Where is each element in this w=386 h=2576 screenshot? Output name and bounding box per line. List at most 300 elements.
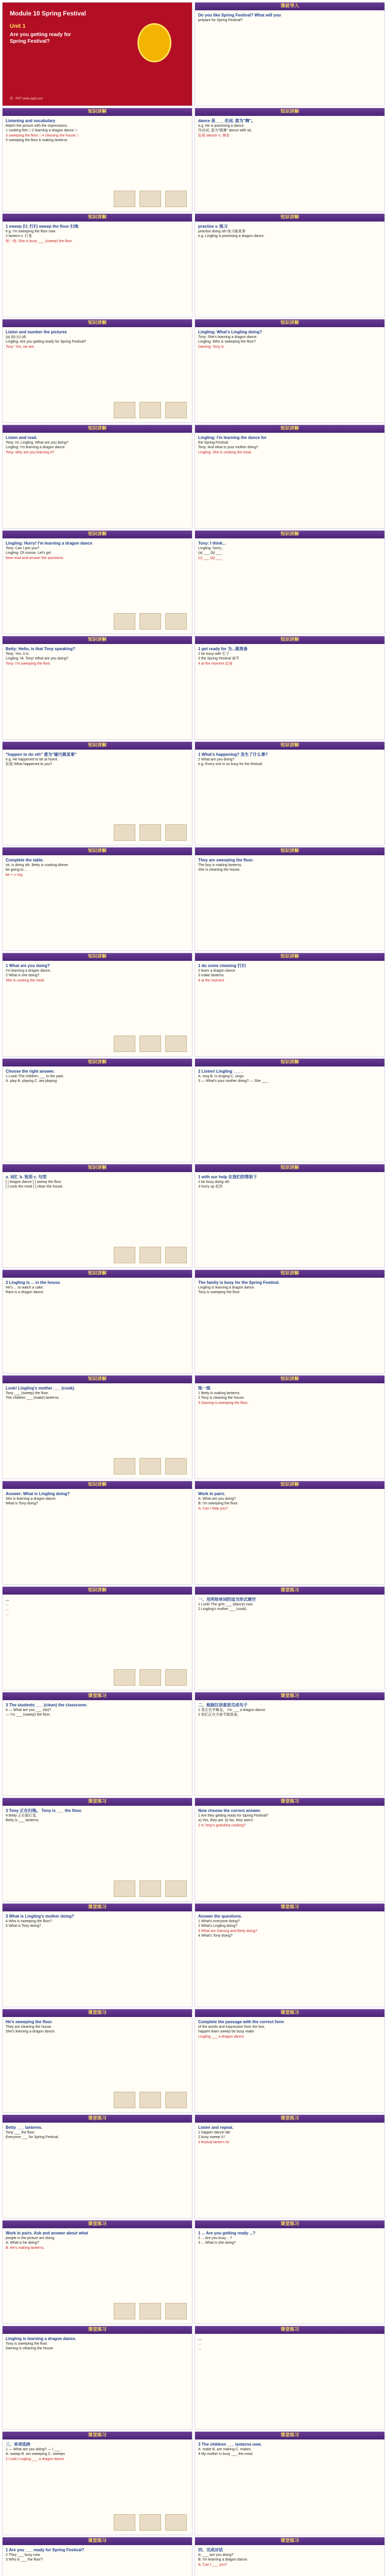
slide-header [195, 1481, 384, 1489]
slide-text-line: Lingling ___ a dragon dance. [198, 2035, 245, 2039]
slide-body [6, 224, 189, 314]
picture-placeholder [165, 2092, 187, 2108]
slide-text-line: e.g. I'm sweeping the floor now. [6, 229, 56, 233]
picture-placeholder [165, 1036, 187, 1052]
slide-header [195, 214, 384, 222]
slide-text-line: 2 learn a dragon dance [198, 969, 235, 973]
slide-text-line: 3 Tony 正在扫地。 Tony is ___ the floor. [6, 1808, 82, 1813]
slide-text-line: 1 with our help 在我们的帮助下 [198, 1175, 257, 1179]
slide-title: 知识讲解 [280, 1271, 299, 1276]
slide-header [195, 2009, 384, 2017]
picture-placeholder [139, 824, 161, 841]
slide-text-line: Lingling is learning a dragon dance. [198, 1285, 255, 1290]
slide-body [6, 1280, 189, 1370]
slide-text-line: 1 Betty is making lanterns. [198, 1391, 241, 1395]
slide-text-line: A. sing B. is singing C. sings [198, 1074, 244, 1078]
slide-thumbnail[interactable] [2, 1903, 192, 2007]
slide-text-line: ... [6, 1607, 9, 1611]
slide-text-line: Everyone ___ for Spring Festival. [6, 2136, 59, 2139]
slide-text-line: 1 What are you doing? [6, 963, 50, 968]
slide-text-line: B: He's making lanterns. [6, 2246, 45, 2250]
slide-text-line: The children ___ (make) lanterns. [6, 1396, 60, 1400]
slide-text-line: Complete the passage with the correct form [198, 2020, 284, 2024]
slide-text-line: Tony: I think... [198, 541, 226, 546]
picture-strip [114, 2303, 189, 2319]
slide-text-line: e.g. Lingling is practising a dragon dance. [198, 234, 265, 238]
slide-text-line: A: Can I help you? [198, 1506, 228, 1511]
slide-header [3, 1904, 192, 1911]
slide-text-line: ... [198, 2342, 201, 2346]
slide-text-line: Tony ___ (sweep) the floor. [6, 1391, 49, 1395]
lantern-icon [137, 23, 171, 62]
slide-body [6, 1069, 189, 1159]
slide-thumbnail[interactable] [2, 2326, 192, 2430]
slide-body [6, 2125, 189, 2215]
slide-title: 知识讲解 [280, 426, 299, 431]
slide-text-line: 四、完成对话 [198, 2548, 223, 2552]
slide-text-line: Daming is cleaning the house. [6, 2347, 54, 2350]
slide-title: 课堂练习 [280, 2010, 299, 2015]
slide-thumbnail[interactable] [195, 213, 385, 317]
slide-thumbnail[interactable] [2, 425, 192, 529]
slide-thumbnail[interactable] [2, 530, 192, 634]
slide-text-line: [ ] dragon dance [ ] sweep the floor [6, 1180, 61, 1184]
slide-header [195, 1692, 384, 1700]
slide-thumbnail[interactable] [2, 2009, 192, 2113]
slide-body [198, 2020, 381, 2109]
picture-strip [114, 402, 189, 418]
slide-title: 知识讲解 [87, 215, 107, 220]
cover-module-title: Module 10 Spring Festival [10, 10, 86, 17]
slide-thumbnail[interactable] [2, 2114, 192, 2218]
slide-thumbnail[interactable] [2, 2537, 192, 2576]
slide-text-line: people in the picture are doing. [6, 2236, 56, 2240]
slide-text-line: 练一练: She is busy ___ (sweep) the floor. [6, 239, 73, 243]
slide-text-line: Tony: She's learning a dragon dance. [198, 335, 258, 339]
slide-title: 课前导入 [280, 4, 299, 9]
slide-header [3, 2537, 192, 2545]
slide-body [198, 1280, 381, 1370]
slide-text-line: 作动词, 意为"跳舞" dance with sb. [198, 129, 252, 132]
slide-text-line: Answer: What is Lingling doing? [6, 1492, 70, 1496]
slide-body [198, 435, 381, 525]
slide-title: 知识讲解 [87, 954, 107, 959]
slide-text-line: Tony: Why are you learning it? [6, 450, 55, 454]
slide-header [195, 319, 384, 327]
slide-thumbnail[interactable] [195, 1903, 385, 2007]
slide-body [198, 13, 381, 103]
slide-text-line: 1 do some cleaning 打扫 [198, 963, 246, 968]
slide-thumbnail[interactable] [195, 1481, 385, 1585]
slide-thumbnail[interactable] [195, 2537, 385, 2576]
slide-title: 知识讲解 [280, 637, 299, 642]
slide-title: 知识讲解 [87, 109, 107, 114]
slide-title: 课堂练习 [87, 2010, 107, 2015]
slide-text-line: practise v. 练习 [198, 224, 228, 229]
slide-header [195, 636, 384, 644]
slide-thumbnail[interactable] [2, 1164, 192, 1268]
slide-text-line: Complete the table. [6, 858, 44, 862]
slide-text-line: 1 What's happening? 发生了什么事? [198, 752, 268, 757]
slide-title: 课堂练习 [87, 2327, 107, 2332]
slide-body [198, 2442, 381, 2532]
slide-thumbnail[interactable] [2, 1692, 192, 1796]
slide-thumbnail[interactable] [2, 1269, 192, 1374]
slide-thumbnail[interactable] [195, 1164, 385, 1268]
slide-text-line: 3 the Spring Festival 春节 [198, 657, 239, 660]
slide-body [198, 118, 381, 208]
slide-body [198, 858, 381, 947]
slide-body [198, 2231, 381, 2320]
slide-title: 课堂练习 [280, 2116, 299, 2121]
slide-text-line: 二、根据汉语意思完成句子 [198, 1703, 248, 1707]
slide-text-line: 3 make lanterns [198, 974, 224, 977]
slide-thumbnail[interactable] [2, 1798, 192, 1902]
slide-text-line: A. make B. are making C. makes [198, 2447, 251, 2451]
slide-header [3, 2009, 192, 2017]
slide-title: 知识讲解 [280, 1060, 299, 1065]
slide-text-line: Lingling is learning a dragon dance. [6, 2336, 76, 2341]
slide-text-line: e.g. He is practising a dance. [198, 124, 245, 128]
picture-placeholder [114, 1880, 135, 1897]
slide-header [3, 108, 192, 116]
slide-body [198, 1492, 381, 1581]
slide-title: 知识讲解 [87, 743, 107, 748]
slide-body [6, 1914, 189, 2004]
slide-text-line: Daming: Tony is. [198, 345, 225, 349]
slide-text-line: What is Tony doing? [6, 1502, 38, 1505]
slide-body [198, 1175, 381, 1264]
slide-text-line: Do you like Spring Festival? What will you [198, 13, 281, 18]
slide-text-line: 2 Lingling is ... in the house. [6, 1280, 61, 1285]
slide-body [198, 541, 381, 631]
slide-text-line: Tony: I'm sweeping the floor. [6, 662, 51, 666]
slide-body [6, 2548, 189, 2576]
slide-header [195, 1164, 384, 1172]
slide-text-line: 3 What is Lingling's mother doing? [6, 1914, 75, 1919]
slide-text-line: She's learning a dragon dance. [6, 2030, 56, 2033]
slide-thumbnail[interactable] [195, 2431, 385, 2535]
slide-text-line: 3 ... What is she doing? [198, 2241, 236, 2245]
slide-text-line: Listen and read. [6, 435, 38, 440]
slide-text-line: She is learning a dragon dance. [6, 1497, 57, 1501]
slide-title: 课堂练习 [87, 2222, 107, 2227]
slide-body [198, 224, 381, 314]
slide-thumbnail[interactable] [195, 1269, 385, 1374]
slide-text-line: 4 Betty 正在做灯笼。 [6, 1814, 40, 1818]
picture-strip [114, 613, 189, 630]
picture-placeholder [165, 402, 187, 418]
slide-header [3, 1692, 192, 1700]
slide-thumbnail[interactable] [2, 847, 192, 951]
slide-text-line: ... [198, 2336, 202, 2341]
slide-text-line: Tony: Hi, Lingling. What are you doing? [6, 440, 68, 445]
slide-header [195, 2221, 384, 2228]
slide-thumbnail[interactable] [195, 2220, 385, 2324]
slide-text-line: 5 sweeping the floor 6 making lanterns [6, 139, 67, 142]
slide-header [3, 636, 192, 644]
slide-text-line: The boy is making lanterns. [198, 863, 242, 867]
slide-text-line: 2 Tony is cleaning the house. [198, 1396, 245, 1400]
slide-text-line: Betty: Hello, is that Tony speaking? [6, 647, 75, 651]
slide-body [198, 2548, 381, 2576]
picture-placeholder [139, 613, 161, 630]
picture-strip [114, 1247, 189, 1263]
slide-text-line: ... [6, 1602, 9, 1606]
slide-text-line: 1 sweep 扫; 打扫 sweep the floor 扫地 [6, 224, 79, 229]
slide-text-line: 1 What's everyone doing? [198, 1919, 240, 1923]
slide-title: 课堂练习 [87, 1905, 107, 1910]
slide-title: 知识讲解 [87, 1271, 107, 1276]
slide-header [195, 3, 384, 10]
slide-text-line: 1 我正在学舞龙。 I'm ___ a dragon dance. [198, 1708, 267, 1712]
slide-header [195, 953, 384, 961]
slide-thumbnail[interactable] [195, 2, 385, 106]
slide-text-line: 拓展 dancer n. 舞者 [198, 133, 230, 138]
picture-placeholder [165, 2514, 187, 2531]
slide-title: 知识讲解 [87, 637, 107, 642]
slide-text-line: 2 busy sweep /i:/ [198, 2136, 225, 2139]
slide-text-line: Match the picture with the expressions. [6, 124, 68, 128]
picture-placeholder [114, 2303, 135, 2319]
slide-text-line: Now choose the correct answer. [198, 1808, 261, 1813]
slide-text-line: Lingling: Hi, Tony! What are you doing? [6, 657, 68, 660]
slide-body [198, 1597, 381, 1687]
slide-header [195, 425, 384, 433]
slide-text-line: Lingling: Of course. Let's go! [6, 551, 51, 555]
slide-thumbnail[interactable] [195, 1058, 385, 1162]
picture-placeholder [165, 191, 187, 207]
slide-thumbnail[interactable] [195, 1586, 385, 1690]
slide-thumbnail[interactable] [195, 108, 385, 212]
slide-text-line: [ ] cook the meal [ ] clean the house [6, 1185, 63, 1189]
slide-header [3, 531, 192, 538]
slide-text-line: 4 Who is sweeping the floor? [6, 1919, 52, 1923]
picture-placeholder [114, 2514, 135, 2531]
slide-title: 课堂练习 [280, 1905, 299, 1910]
slide-body [6, 1703, 189, 1792]
slide-text-line: ... [198, 2347, 201, 2350]
slide-title: 课堂练习 [280, 2222, 299, 2227]
slide-header [195, 2432, 384, 2439]
slide-title: 课堂练习 [87, 1693, 107, 1699]
slide-thumbnail[interactable] [2, 2431, 192, 2535]
slide-thumbnail[interactable] [2, 1481, 192, 1585]
picture-placeholder [165, 1458, 187, 1475]
slide-header [195, 531, 384, 538]
slide-body [198, 2125, 381, 2215]
slide-thumbnail[interactable] [195, 2009, 385, 2113]
slide-body [6, 647, 189, 736]
slide-thumbnail[interactable] [2, 1586, 192, 1690]
slide-thumbnail[interactable] [2, 741, 192, 845]
slide-text-line: 1 Look! The children ___ in the park. [6, 1074, 64, 1078]
picture-strip [114, 2092, 189, 2108]
slide-text-line: 拓展 What happened to you? [6, 762, 52, 766]
slide-title: 知识讲解 [87, 849, 107, 854]
slide-text-line: 5 What is Tony doing? [6, 1924, 41, 1928]
slide-thumbnail[interactable] [195, 847, 385, 951]
slide-title: 知识讲解 [280, 954, 299, 959]
slide-thumbnail[interactable] [195, 1375, 385, 1479]
slide-text-line: Look! Lingling's mother ___ (cook). [6, 1386, 75, 1391]
slide-thumbnail[interactable] [2, 213, 192, 317]
slide-text-line: be + v.-ing [6, 873, 23, 877]
slide-header [195, 1798, 384, 1806]
slide-text-line: 3 festival lantern /e/ [198, 2140, 230, 2144]
slide-text-line: 3 The children ___ lanterns now. [198, 2442, 262, 2447]
slide-thumbnail[interactable] [195, 425, 385, 529]
slide-text-line: 1 happen dance /æ/ [198, 2130, 231, 2134]
slide-text-line: 3 The students ___ (clean) the classroom. [6, 1703, 87, 1707]
picture-placeholder [139, 1247, 161, 1263]
picture-strip [114, 1880, 189, 1897]
slide-text-line: I'm learning a dragon dance. [6, 969, 51, 973]
slide-text-line: e.g. Every one is so busy for the festival. [198, 762, 263, 766]
slide-text-line: Lingling: What's Lingling doing? [198, 330, 262, 334]
slide-text-line: (c) ___ (d) ___ [198, 556, 222, 560]
slide-text-line: Lingling: I'm learning the dance for [198, 435, 267, 440]
slide-thumbnail[interactable] [195, 1692, 385, 1796]
slide-thumbnail[interactable] [195, 741, 385, 845]
slide-text-line: 1 cooking fish □ 2 learning a dragon dance □ [6, 129, 77, 132]
slide-body [198, 1914, 381, 2004]
slide-body [198, 752, 381, 842]
slide-title: 知识讲解 [280, 215, 299, 220]
slide-body [198, 963, 381, 1053]
slide-header [195, 1587, 384, 1595]
slide-text-line: Work in pairs. Ask and answer about what [6, 2231, 89, 2235]
slide-thumbnail[interactable] [195, 530, 385, 634]
slide-header [195, 1904, 384, 1911]
slide-text-line: Listen and number the pictures [6, 330, 67, 334]
slide-text-line: be going to ... [6, 868, 28, 872]
slide-thumbnail[interactable] [195, 2326, 385, 2430]
picture-placeholder [114, 1458, 135, 1475]
slide-text-line: Work in pairs. [198, 1492, 225, 1496]
slide-text-line: Tony is sweeping the floor. [198, 1291, 241, 1294]
slide-text-line: A: What is he doing? [6, 2241, 39, 2245]
slide-body [198, 647, 381, 736]
slide-text-line: He's sweeping the floor. [6, 2020, 53, 2024]
slide-text-line: Tony ___ the floor. [6, 2130, 36, 2134]
slide-thumbnail[interactable] [2, 2, 192, 106]
slide-text-line: They are sweeping the floor. [198, 858, 254, 862]
slide-title: 知识讲解 [280, 1482, 299, 1487]
slide-header [3, 1164, 192, 1172]
slide-thumbnail[interactable] [2, 636, 192, 740]
picture-placeholder [114, 191, 135, 207]
slide-thumbnail[interactable] [195, 953, 385, 1057]
slide-text-line: prepare for Spring Festival? [198, 18, 243, 22]
slide-header [195, 2326, 384, 2334]
slide-body [198, 330, 381, 419]
slide-text-line: B: I'm learning a dragon dance. [198, 2558, 249, 2562]
slide-text-line: 2 Is Tony's grandma cooking? [198, 1823, 246, 1827]
slide-text-line: Lingling: Are you getting ready for Spring Festival? [6, 340, 86, 344]
slide-title: 课堂练习 [280, 1693, 299, 1699]
slide-title: 知识讲解 [280, 849, 299, 854]
slide-body [198, 1069, 381, 1159]
slide-header [195, 1270, 384, 1278]
slide-text-line: 2 be busy with 忙于 [198, 652, 230, 656]
slide-text-line: 2 What's Lingling doing? [198, 1924, 238, 1928]
slide-thumbnail[interactable] [2, 1375, 192, 1479]
slide-header [3, 1587, 192, 1595]
slide-thumbnail[interactable] [2, 1058, 192, 1162]
slide-text-line: Lingling: I'm learning a dragon dance. [6, 446, 66, 449]
slide-thumbnail[interactable] [195, 319, 385, 423]
slide-header [3, 2432, 192, 2439]
slide-text-line: 2 They ___ busy now. [6, 2553, 41, 2557]
slide-text-line: 3 What are Daming and Betty doing? [198, 1929, 257, 1933]
slide-text-line: (a) ___ (b) ___ [198, 551, 222, 555]
slide-text-line: He's ... to watch a cake. [6, 1285, 44, 1290]
picture-placeholder [114, 402, 135, 418]
slide-thumbnail[interactable] [195, 1798, 385, 1902]
slide-header [195, 2115, 384, 2123]
cover-subtitle: Are you getting ready for Spring Festival? [10, 32, 71, 44]
slide-text-line: Betty ___ lanterns. [6, 2125, 43, 2130]
slide-header [195, 2537, 384, 2545]
slide-title: 课堂练习 [87, 1799, 107, 1804]
slide-thumbnail[interactable] [195, 636, 385, 740]
slide-thumbnail[interactable] [2, 108, 192, 212]
slide-text-line: happen learn sweep be busy make [198, 2030, 254, 2033]
slide-title: 知识讲解 [87, 1060, 107, 1065]
slide-title: 课堂练习 [280, 2538, 299, 2544]
slide-text-line: 2 Listen! Lingling ___ . [198, 1069, 243, 1074]
cover-url: 第一PPT www.1ppt.com [10, 97, 43, 100]
slide-thumbnail[interactable] [195, 2114, 385, 2218]
slide-text-line: She is cleaning the house. [198, 868, 241, 872]
picture-placeholder [165, 1247, 187, 1263]
picture-placeholder [165, 1669, 187, 1686]
slide-text-line: 练一练 [198, 1386, 210, 1391]
slide-text-line: 3 Who is ___ the floor? [6, 2558, 43, 2562]
slide-thumbnail[interactable] [2, 2220, 192, 2324]
slide-title: 知识讲解 [280, 1165, 299, 1171]
cover-unit: Unit 1 [10, 23, 26, 29]
picture-placeholder [165, 2303, 187, 2319]
picture-placeholder [114, 1036, 135, 1052]
picture-placeholder [139, 1669, 161, 1686]
slide-text-line: 4 — What are you ___ (do)? [6, 1708, 51, 1712]
slide-text-line: 2 What are you doing? [198, 757, 235, 761]
slide-body [6, 858, 189, 947]
slide-text-line: 1 — What are you doing? — I ___ . [6, 2447, 62, 2451]
slide-text-line: 1 Are they getting ready for Spring Festival? [198, 1814, 269, 1818]
slide-title: 知识讲解 [87, 1377, 107, 1382]
slide-header [195, 848, 384, 855]
slide-header [3, 214, 192, 222]
slide-text-line: Tony is sweeping the floor. [6, 2342, 48, 2346]
slide-title: 课堂练习 [87, 2116, 107, 2121]
picture-strip [114, 1036, 189, 1052]
slide-text-line: The family is busy for the Spring Festival. [198, 1280, 280, 1285]
picture-placeholder [165, 1880, 187, 1897]
slide-text-line: — I'm ___ (sweep) the floor. [6, 1713, 51, 1717]
slide-text-line: 1 Look! The girls ___ (dance) now. [198, 1602, 254, 1606]
slide-thumbnail[interactable] [2, 319, 192, 423]
slide-text-line: Listening and vocabulary [6, 118, 56, 123]
picture-placeholder [165, 613, 187, 630]
slide-text-line: Tony: Yes, it is. [6, 652, 30, 656]
slide-thumbnail[interactable] [2, 953, 192, 1057]
slide-text-line: Tony: And what is your mother doing? [198, 446, 258, 449]
slide-text-line: Lingling: Sorry... [198, 546, 224, 550]
slide-text-line: A: ___ are you doing? [198, 2553, 234, 2557]
